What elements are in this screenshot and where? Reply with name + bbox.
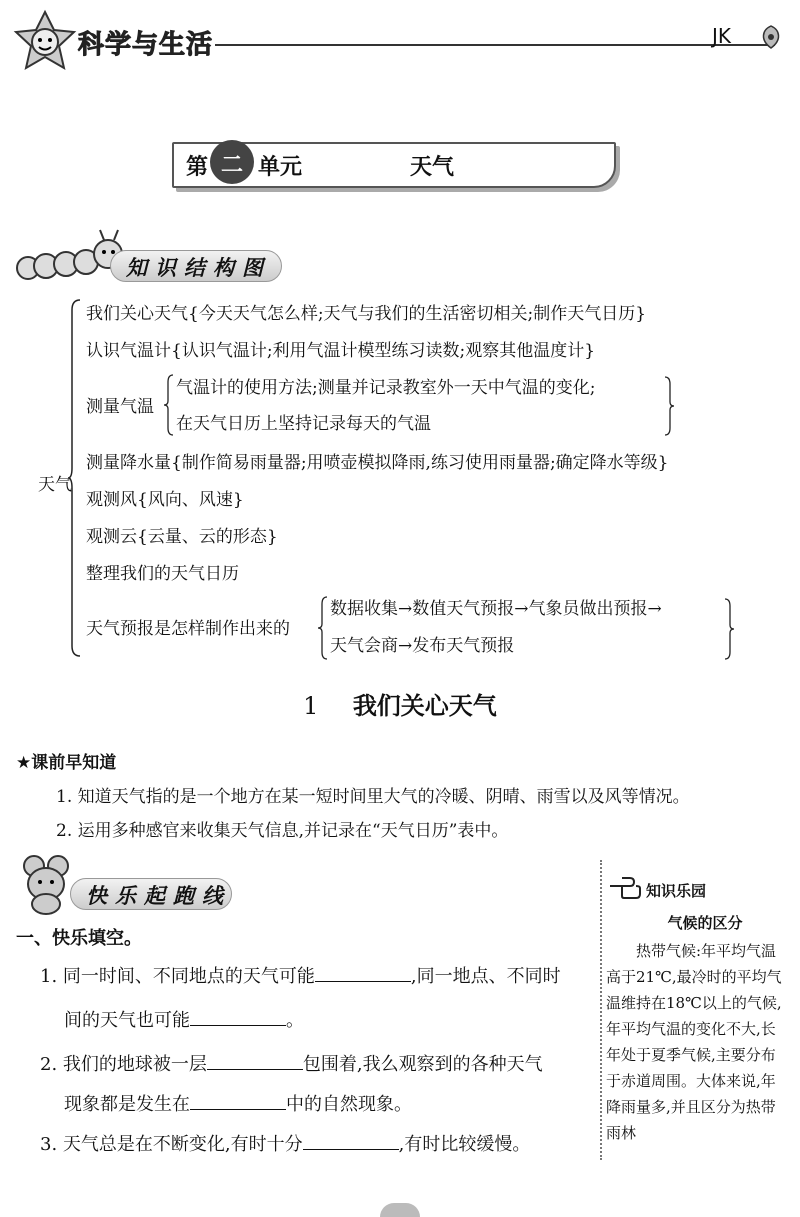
header-rule bbox=[215, 44, 775, 46]
knowledge-banner-title: 知识结构图 bbox=[126, 255, 271, 280]
pre-know-item: 1. 知道天气指的是一个地方在某一短时间里大气的冷暖、阴晴、雨雪以及风等情况。 bbox=[56, 787, 690, 807]
sidebar-divider bbox=[600, 860, 602, 1160]
unit-prefix: 第 bbox=[186, 154, 209, 180]
tree-item: 测量气温 bbox=[86, 397, 154, 417]
answer-blank[interactable] bbox=[190, 1091, 286, 1110]
unit-topic: 天气 bbox=[410, 154, 455, 180]
tree-sub-item: 天气会商→发布天气预报 bbox=[330, 636, 515, 656]
header-title: 科学与生活 bbox=[78, 30, 214, 60]
question-line bbox=[40, 1130, 530, 1156]
mascot-logo bbox=[10, 8, 80, 74]
run-banner-title: 快乐起跑线 bbox=[86, 883, 231, 908]
tree-item: 观测云{云量、云的形态} bbox=[86, 527, 278, 547]
tree-sub-brace-close bbox=[664, 376, 674, 436]
sidebar-title: 知识乐园 bbox=[646, 882, 707, 900]
tree-item: 整理我们的天气日历 bbox=[86, 564, 239, 584]
tree-item: 我们关心天气{今天天气怎么样;天气与我们的生活密切相关;制作天气日历} bbox=[86, 304, 647, 324]
lesson-title bbox=[0, 686, 800, 721]
question-line bbox=[64, 1090, 412, 1116]
question-text: 包围着,我么观察到的各种天气 bbox=[302, 1054, 543, 1075]
question-line bbox=[40, 962, 561, 988]
question-text: 。 bbox=[286, 1010, 304, 1031]
pre-know-item: 2. 运用多种感官来收集天气信息,并记录在“天气日历”表中。 bbox=[56, 821, 509, 841]
question-text: 间的天气也可能 bbox=[64, 1010, 190, 1031]
pointing-hand-icon bbox=[608, 876, 644, 900]
lesson-number: 1 bbox=[303, 692, 319, 720]
answer-blank[interactable] bbox=[190, 1007, 286, 1026]
page-footer-tab bbox=[380, 1203, 420, 1217]
question-text: 3. 天气总是在不断变化,有时十分 bbox=[40, 1134, 303, 1155]
question-text: 现象都是发生在 bbox=[64, 1094, 190, 1115]
sidebar-subtitle: 气候的区分 bbox=[667, 914, 743, 932]
lesson-title-text: 我们关心天气 bbox=[352, 691, 497, 720]
question-text: 2. 我们的地球被一层 bbox=[40, 1054, 207, 1075]
answer-blank[interactable] bbox=[303, 1131, 399, 1150]
leaf-icon bbox=[756, 22, 786, 52]
tree-sub-brace bbox=[318, 596, 328, 660]
unit-suffix: 单元 bbox=[258, 154, 303, 180]
tree-item: 观测风{风向、风速} bbox=[86, 490, 244, 510]
questions-heading: 一、快乐填空。 bbox=[16, 928, 142, 949]
pre-know-heading: ★课前早知道 bbox=[16, 753, 117, 773]
tree-item: 认识气温计{认识气温计;利用气温计模型练习读数;观察其他温度计} bbox=[86, 341, 596, 361]
unit-number: 二 bbox=[220, 152, 243, 178]
question-text: 中的自然现象。 bbox=[286, 1094, 412, 1115]
question-line bbox=[40, 1050, 543, 1076]
answer-blank[interactable] bbox=[207, 1051, 303, 1070]
answer-blank[interactable] bbox=[315, 963, 411, 982]
tree-main-brace bbox=[68, 298, 82, 658]
tree-sub-item: 气温计的使用方法;测量并记录教室外一天中气温的变化; bbox=[176, 378, 596, 398]
caterpillar-icon bbox=[14, 228, 124, 288]
tree-sub-item: 在天气日历上坚持记录每天的气温 bbox=[176, 414, 431, 434]
question-text: 1. 同一时间、不同地点的天气可能 bbox=[40, 966, 315, 987]
tree-sub-brace bbox=[164, 374, 174, 436]
tree-sub-brace-close bbox=[724, 598, 734, 660]
question-text: ,有时比较缓慢。 bbox=[398, 1134, 531, 1155]
tree-item: 测量降水量{制作简易雨量器;用喷壶模拟降雨,练习使用雨量器;确定降水等级} bbox=[86, 453, 669, 473]
question-text: ,同一地点、不同时 bbox=[410, 966, 561, 987]
tree-sub-item: 数据收集→数值天气预报→气象员做出预报→ bbox=[330, 599, 662, 619]
sidebar-body: 热带气候:年平均气温高于21℃,最冷时的平均气温维持在18℃以上的气候,年平均气温的变化不大,长年处于夏季气候,主要分布于赤道周围。大体来说,年降雨量多,并且区分为热带雨林 bbox=[606, 942, 782, 1142]
tree-item: 天气预报是怎样制作出来的 bbox=[86, 619, 290, 639]
question-line bbox=[64, 1006, 304, 1032]
tree-root: 天气 bbox=[38, 475, 72, 495]
header-code: JK bbox=[712, 24, 732, 48]
